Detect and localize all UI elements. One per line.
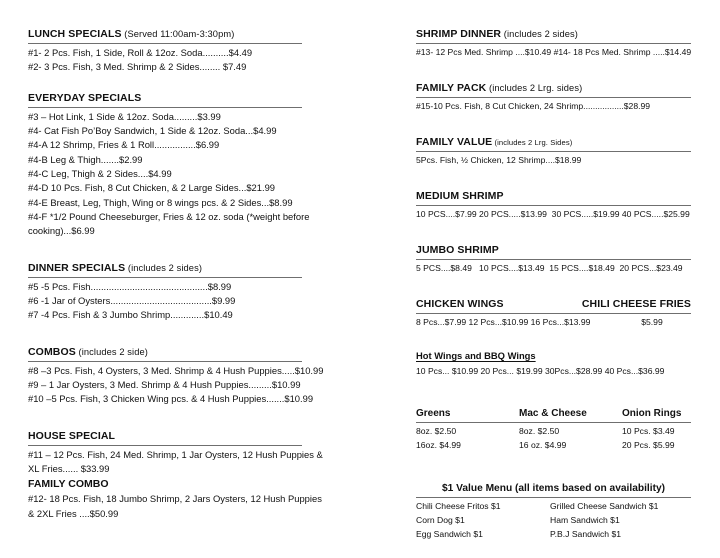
menu-item: #3 – Hot Link, 1 Side & 12oz. Soda.........$3.99 (28, 110, 221, 122)
menu-item: #13- 12 Pcs Med. Shrimp ....$10.49 #14- 18 Pcs Med. Shrimp .....$14.49 (416, 47, 692, 58)
item-list (416, 208, 698, 221)
spacer (28, 334, 324, 346)
menu-item: #9 – 1 Jar Oysters, 3 Med. Shrimp & 4 Hush Puppies.........$10.99 (28, 378, 301, 390)
section-heading-subtitle: (Served 11:00am-3:30pm) (121, 29, 235, 39)
spacer (416, 70, 698, 82)
section-divider (28, 445, 302, 446)
section-medium-shrimp (416, 190, 698, 221)
section-heading (28, 28, 324, 41)
section-divider (416, 497, 691, 498)
menu-item: #15-10 Pcs. Fish, 8 Cut Chicken, 24 Shrimp.................$28.99 (416, 101, 651, 112)
item-list (28, 448, 324, 477)
table-cell: Chili Cheese Fritos $1 (416, 501, 501, 512)
column-gap (328, 28, 416, 548)
section-heading-title: HOUSE SPECIAL (28, 429, 116, 442)
table-row (416, 528, 691, 542)
spacer (416, 286, 698, 298)
section-heading-title-secondary: CHILI CHEESE FRIES (581, 298, 691, 311)
section-heading (416, 190, 698, 203)
section-heading-title: COMBOS (28, 345, 76, 358)
section-dinner-specials (28, 262, 324, 323)
section-heading-subtitle: (includes 2 Lrg. Sides) (492, 138, 573, 148)
item-list (28, 110, 324, 239)
menu-item: 5Pcs. Fish, ½ Chicken, 12 Shrimp....$18.99 (416, 155, 582, 166)
section-divider (28, 277, 302, 278)
price-row-fries: $5.99 (641, 317, 663, 328)
menu-item: #4-C Leg, Thigh & 2 Sides....$4.99 (28, 168, 172, 180)
menu-item: #8 –3 Pcs. Fish, 4 Oysters, 3 Med. Shrimp & 4 Hush Puppies.....$10.99 (28, 364, 324, 376)
section-divider (28, 107, 302, 108)
table-cell: 16oz. $4.99 (416, 440, 461, 451)
item-list (28, 46, 324, 75)
spacer (416, 124, 698, 136)
section-house-special (28, 430, 324, 521)
menu-item: #10 –5 Pcs. Fish, 3 Chicken Wing pcs. & 4 Hush Puppies.......$10.99 (28, 393, 314, 405)
menu-item: #1- 2 Pcs. Fish, 1 Side, Roll & 12oz. Soda..........$4.49 (28, 47, 253, 59)
menu-item: #4-F *1/2 Pound Cheeseburger, Fries & 12 oz. soda (*weight before cooking)...$6.99 (28, 210, 313, 237)
menu-item: #6 -1 Jar of Oysters.......................................$9.99 (28, 294, 236, 306)
section-heading-title: JUMBO SHRIMP (416, 244, 499, 257)
section-divider (416, 97, 691, 98)
spacer (28, 418, 324, 430)
item-list (28, 492, 324, 521)
section-heading (28, 262, 324, 275)
column-header-greens: Greens (416, 407, 451, 419)
section-heading-title: FAMILY VALUE (416, 136, 493, 149)
spacer (416, 464, 698, 482)
value-menu-title: $1 Value Menu (all items based on availability) (441, 482, 666, 494)
section-combos (28, 346, 324, 407)
table-cell: Ham Sandwich $1 (550, 515, 620, 526)
item-list (416, 365, 698, 378)
menu-item: #4-A 12 Shrimp, Fries & 1 Roll................$6.99 (28, 139, 220, 151)
table-cell: 10 Pcs. $3.49 (622, 426, 675, 437)
section-heading-title: Hot Wings and BBQ Wings (416, 350, 536, 362)
section-heading (28, 430, 324, 443)
menu-item: #12- 18 Pcs. Fish, 18 Jumbo Shrimp, 2 Jars Oysters, 12 Hush Puppies & 2XL Fries ....$50.99 (28, 493, 325, 519)
item-list (416, 46, 698, 59)
item-list (416, 154, 698, 167)
section-heading-subtitle: (includes 2 side) (75, 346, 148, 357)
section-value-menu (416, 482, 698, 542)
spacer (416, 389, 698, 407)
table-cell: Egg Sandwich $1 (416, 529, 483, 540)
menu-item: #4-E Breast, Leg, Thigh, Wing or 8 wings pcs. & 2 Sides...$8.99 (28, 196, 293, 208)
item-list (28, 364, 324, 407)
item-list (416, 262, 698, 275)
section-heading-title: SHRIMP DINNER (416, 28, 502, 40)
section-heading (416, 28, 698, 41)
section-heading-title: CHICKEN WINGS (416, 298, 504, 311)
right-column (416, 28, 698, 548)
section-heading-title: LUNCH SPECIALS (28, 28, 122, 40)
section-heading-title: FAMILY PACK (416, 82, 487, 95)
section-divider (28, 361, 302, 362)
column-header-onion-rings: Onion Rings (622, 407, 682, 419)
section-sides-table (416, 407, 691, 453)
section-divider (416, 422, 691, 423)
section-subheading-family-combo: FAMILY COMBO (28, 478, 109, 491)
section-divider (416, 259, 691, 260)
section-divider (416, 43, 691, 44)
section-shrimp-dinner (416, 28, 698, 59)
sides-table-header (416, 407, 691, 421)
item-list (416, 100, 698, 113)
section-heading-subtitle: (includes 2 sides) (125, 262, 203, 273)
spacer (416, 232, 698, 244)
section-divider (416, 205, 691, 206)
section-heading (416, 82, 698, 95)
section-heading-title: DINNER SPECIALS (28, 261, 126, 274)
section-divider (416, 313, 691, 314)
section-heading-title: MEDIUM SHRIMP (416, 190, 504, 203)
section-heading-subtitle: (includes 2 Lrg. sides) (486, 83, 583, 94)
menu-item: #2- 3 Pcs. Fish, 3 Med. Shrimp & 2 Sides........ $7.49 (28, 61, 247, 73)
table-row (416, 439, 691, 453)
table-row (416, 500, 691, 514)
table-cell: 20 Pcs. $5.99 (622, 440, 675, 451)
section-heading (416, 298, 691, 311)
section-jumbo-shrimp (416, 244, 698, 275)
price-row: 10 Pcs... $10.99 20 Pcs... $19.99 30Pcs...$28.99 40 Pcs...$36.99 (416, 366, 665, 377)
table-cell: Corn Dog $1 (416, 515, 465, 526)
table-cell: 16 oz. $4.99 (519, 440, 567, 451)
spacer (28, 250, 324, 262)
section-family-value (416, 136, 698, 167)
section-family-pack (416, 82, 698, 113)
section-heading (416, 136, 698, 149)
price-row: 10 PCS....$7.99 20 PCS.....$13.99 30 PCS.....$19.99 40 PCS.....$25.99 (416, 209, 690, 220)
table-cell: Grilled Cheese Sandwich $1 (550, 501, 659, 512)
section-divider (416, 151, 691, 152)
menu-item: #4- Cat Fish Po’Boy Sandwich, 1 Side & 12oz. Soda...$4.99 (28, 125, 277, 137)
section-everyday-specials (28, 92, 324, 239)
menu-item: #7 -4 Pcs. Fish & 3 Jumbo Shrimp.............$10.49 (28, 309, 233, 321)
section-heading (416, 244, 698, 257)
section-heading-title: EVERYDAY SPECIALS (28, 91, 142, 104)
section-hot-wings (416, 346, 698, 378)
table-row (416, 425, 691, 439)
menu-item: #5 -5 Pcs. Fish.............................................$8.99 (28, 280, 232, 292)
table-cell: 8oz. $2.50 (416, 426, 457, 437)
section-heading-subtitle: (includes 2 sides) (501, 29, 578, 39)
table-row (416, 514, 691, 528)
section-heading (28, 346, 324, 359)
price-row (416, 316, 691, 329)
spacer (416, 178, 698, 190)
section-lunch-specials (28, 28, 324, 75)
column-header-mac-and-cheese: Mac & Cheese (519, 407, 587, 419)
item-list (28, 280, 324, 323)
section-heading (28, 92, 324, 105)
price-row-wings: 8 Pcs...$7.99 12 Pcs...$10.99 16 Pcs...$13.99 (416, 317, 591, 328)
menu-item: #4-B Leg & Thigh.......$2.99 (28, 153, 143, 165)
left-column (28, 28, 328, 548)
table-cell: 8oz. $2.50 (519, 426, 560, 437)
price-row: 5 PCS....$8.49 10 PCS....$13.49 15 PCS....$18.49 20 PCS...$23.49 (416, 263, 683, 274)
menu-item: #11 – 12 Pcs. Fish, 24 Med. Shrimp, 1 Jar Oysters, 12 Hush Puppies & XL Fries...... $33.99 (28, 448, 326, 474)
section-chicken-wings (416, 298, 698, 329)
section-heading (416, 346, 698, 364)
section-divider (28, 43, 302, 44)
table-cell: P.B.J Sandwich $1 (550, 529, 622, 540)
menu-item: #4-D 10 Pcs. Fish, 8 Cut Chicken, & 2 Large Sides...$21.99 (28, 182, 276, 194)
